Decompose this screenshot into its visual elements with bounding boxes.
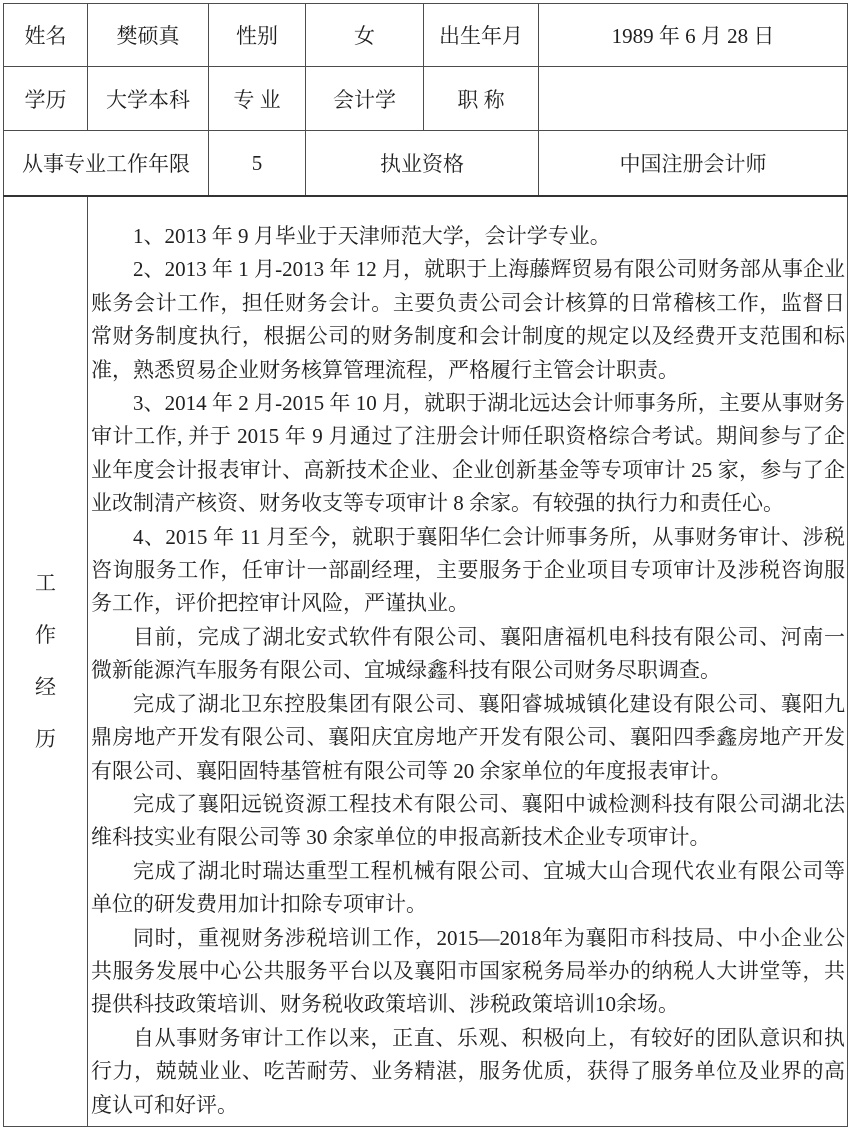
work-years-label: 从事专业工作年限 (4, 131, 209, 197)
title-label: 职 称 (424, 67, 539, 131)
major-label: 专 业 (209, 67, 306, 131)
education-value: 大学本科 (88, 67, 209, 131)
row-qualification (4, 131, 848, 197)
qualification-value: 中国注册会计师 (539, 131, 848, 197)
birth-date-value: 1989 年 6 月 28 日 (539, 4, 848, 67)
work-experience-content (88, 196, 848, 1126)
title-value (539, 67, 848, 131)
row-work-experience (4, 196, 848, 1126)
experience-paragraph: 完成了湖北时瑞达重型工程机械有限公司、宜城大山合现代农业有限公司等单位的研发费用加计扣除专项审计。 (91, 858, 845, 917)
work-years-value: 5 (209, 131, 306, 197)
major-value: 会计学 (306, 67, 424, 131)
name-value: 樊硕真 (88, 4, 209, 67)
work-experience-label-stack (4, 570, 87, 751)
experience-paragraph: 完成了襄阳远锐资源工程技术有限公司、襄阳中诚检测科技有限公司湖北法维科技实业有限公司等 30 余家单位的申报高新技术企业专项审计。 (91, 791, 845, 850)
work-experience-text (88, 197, 847, 1126)
name-label: 姓名 (4, 4, 88, 67)
work-experience-label-char: 历 (35, 726, 56, 751)
experience-paragraph: 3、2014 年 2 月-2015 年 10 月，就职于湖北远达会计师事务所，主要从事财务审计工作, 并于 2015 年 9 月通过了注册会计师任职资格综合考试。期间参与了企业年度会计报表审计、高新技术企业、企业创新基金等专项审计 25 家，参与了企业改制清产核资、财务收支等专项审计 8 余家。有较强的执行力和责任心。 (91, 391, 845, 516)
experience-paragraph: 目前，完成了湖北安式软件有限公司、襄阳唐福机电科技有限公司、河南一微新能源汽车服务有限公司、宜城绿鑫科技有限公司财务尽职调查。 (91, 624, 845, 683)
gender-value: 女 (306, 4, 424, 67)
birth-date-label: 出生年月 (424, 4, 539, 67)
experience-paragraph: 同时，重视财务涉税培训工作，2015—2018年为襄阳市科技局、中小企业公共服务发展中心公共服务平台以及襄阳市国家税务局举办的纳税人大讲堂等，共提供科技政策培训、财务税收政策培训、涉税政策培训10余场。 (91, 925, 845, 1017)
education-label: 学历 (4, 67, 88, 131)
row-education (4, 67, 848, 131)
experience-paragraph: 完成了湖北卫东控股集团有限公司、襄阳睿城城镇化建设有限公司、襄阳九鼎房地产开发有限公司、襄阳庆宜房地产开发有限公司、襄阳四季鑫房地产开发有限公司、襄阳固特基管桩有限公司等 20 余家单位的年度报表审计。 (91, 691, 845, 783)
experience-paragraph: 4、2015 年 11 月至今，就职于襄阳华仁会计师事务所，从事财务审计、涉税咨询服务工作，任审计一部副经理，主要服务于企业项目专项审计及涉税咨询服务工作，评价把控审计风险，严谨执业。 (91, 524, 845, 616)
qualification-label: 执业资格 (306, 131, 539, 197)
work-experience-label (4, 196, 88, 1126)
experience-paragraph: 1、2013 年 9 月毕业于天津师范大学，会计学专业。 (133, 224, 611, 248)
work-experience-label-char: 作 (35, 622, 56, 647)
work-experience-label-char: 工 (35, 570, 56, 595)
experience-paragraph: 自从事财务审计工作以来，正直、乐观、积极向上，有较好的团队意识和执行力，兢兢业业、吃苦耐劳、业务精湛，服务优质，获得了服务单位及业界的高度认可和好评。 (91, 1025, 845, 1117)
gender-label: 性别 (209, 4, 306, 67)
resume-table (3, 3, 848, 1127)
experience-paragraph: 2、2013 年 1 月-2013 年 12 月，就职于上海藤辉贸易有限公司财务部从事企业账务会计工作，担任财务会计。主要负责公司会计核算的日常稽核工作，监督日常财务制度执行，根据公司的财务制度和会计制度的规定以及经费开支范围和标准，熟悉贸易企业财务核算管理流程，严格履行主管会计职责。 (91, 257, 845, 382)
row-basic-info (4, 4, 848, 67)
work-experience-label-char: 经 (35, 674, 56, 699)
